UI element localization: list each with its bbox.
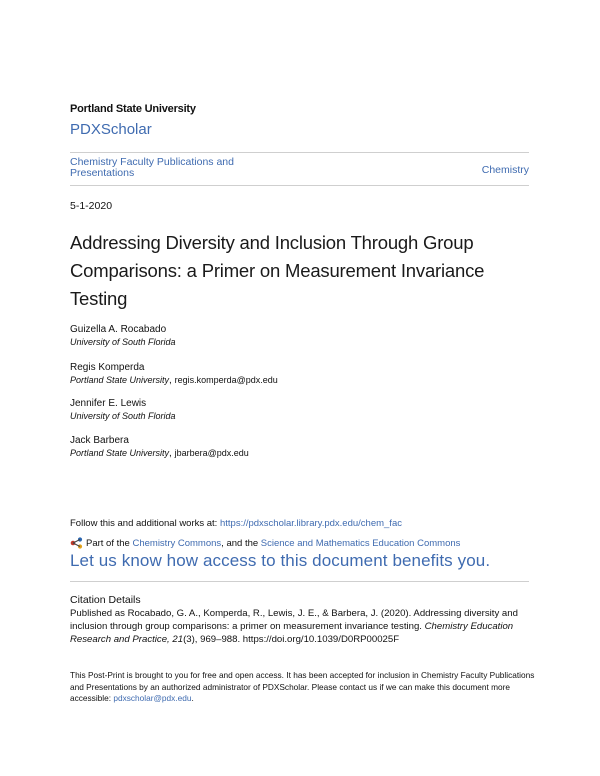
publication-date: 5-1-2020 bbox=[70, 200, 113, 212]
part-of-prefix: Part of the bbox=[86, 537, 130, 549]
network-icon bbox=[70, 537, 83, 549]
document-title: Addressing Diversity and Inclusion Through Group Comparisons: a Primer on Measurement Invariance Testing bbox=[70, 232, 485, 309]
author-email: regis.komperda@pdx.edu bbox=[174, 375, 278, 385]
part-of-middle: , and the bbox=[221, 537, 259, 549]
author-affiliation: Portland State University bbox=[70, 448, 170, 458]
author-entry bbox=[70, 323, 176, 349]
citation-body: Published as Rocabado, G. A., Komperda, R., Lewis, J. E., & Barbera, J. (2020). Addressing diversity and inclusion through group comparisons: a primer on measurement invariance testing. bbox=[70, 608, 518, 632]
author-affiliation: Portland State University bbox=[70, 375, 170, 385]
citation-details bbox=[70, 607, 530, 646]
access-notice bbox=[70, 670, 535, 705]
follow-text: Follow this and additional works at: bbox=[70, 518, 218, 529]
author-name: Guizella A. Rocabado bbox=[70, 324, 167, 335]
chemistry-commons-link[interactable]: Chemistry Commons bbox=[132, 537, 222, 549]
part-of-line bbox=[70, 537, 460, 549]
author-email-sep: , bbox=[169, 448, 175, 459]
science-math-education-commons-link[interactable]: Science and Mathematics Education Commons bbox=[260, 537, 461, 549]
citation-heading: Citation Details bbox=[70, 594, 141, 606]
citation-journal: Chemistry Education Research and Practice, 21 bbox=[70, 621, 514, 645]
follow-url-link[interactable]: https://pdxscholar.library.pdx.edu/chem_fac bbox=[219, 518, 402, 529]
author-email: jbarbera@pdx.edu bbox=[174, 448, 249, 458]
author-email-sep: , bbox=[169, 375, 175, 386]
notice-text: This Post-Print is brought to you for free and open access. It has been accepted for inclusion in Chemistry Faculty Publications and Presentations by an authorized administrator of PDXScholar. Please contact us if we can make this document more accessible: bbox=[70, 670, 535, 703]
author-name: Jack Barbera bbox=[70, 435, 129, 446]
author-entry bbox=[70, 397, 176, 423]
feedback-link[interactable]: Let us know how access to this document benefits you. bbox=[70, 551, 491, 570]
author-affiliation: University of South Florida bbox=[70, 337, 176, 347]
divider-top bbox=[70, 152, 529, 153]
institution-name: Portland State University bbox=[70, 103, 196, 115]
divider-citation bbox=[70, 581, 529, 582]
notice-end: . bbox=[191, 693, 194, 703]
author-affiliation: University of South Florida bbox=[70, 411, 176, 421]
follow-line bbox=[70, 518, 402, 529]
department-link[interactable]: Chemistry bbox=[481, 164, 529, 176]
divider-bottom bbox=[70, 185, 529, 186]
collection-link[interactable]: Chemistry Faculty Publications and Presentations bbox=[70, 156, 234, 179]
author-name: Regis Komperda bbox=[70, 362, 145, 373]
author-entry bbox=[70, 361, 278, 387]
author-entry bbox=[70, 434, 249, 460]
repository-link[interactable]: PDXScholar bbox=[70, 121, 152, 138]
contact-email-link[interactable]: pdxscholar@pdx.edu bbox=[113, 693, 192, 703]
author-name: Jennifer E. Lewis bbox=[70, 398, 147, 409]
citation-issue-pages: (3), 969–988. https://doi.org/10.1039/D0RP00025F bbox=[183, 634, 400, 645]
